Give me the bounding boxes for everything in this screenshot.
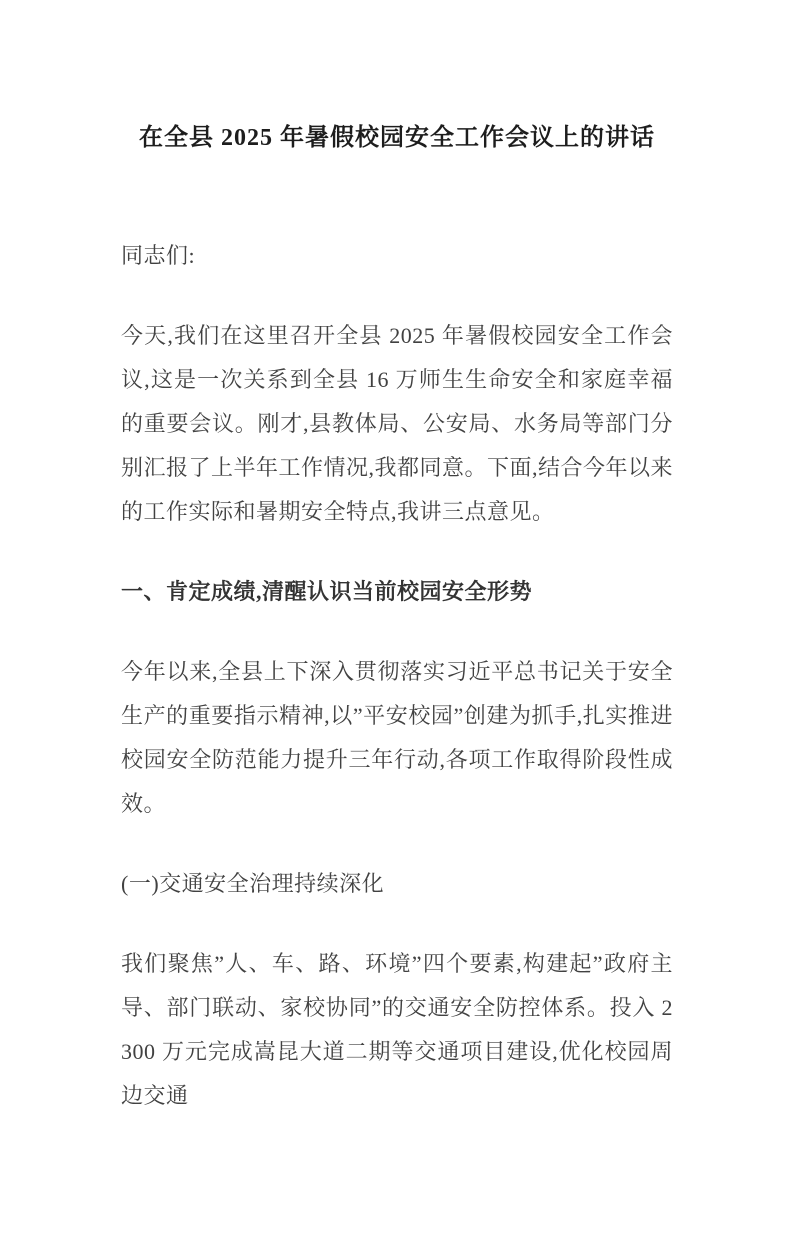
subsection-1-1-heading: (一)交通安全治理持续深化: [121, 871, 385, 896]
document-page: [0, 120, 793, 1242]
section-1-paragraph: 今年以来,全县上下深入贯彻落实习近平总书记关于安全生产的重要指示精神,以”平安校园”创建为抓手,扎实推进校园安全防范能力提升三年行动,各项工作取得阶段性成效。: [121, 659, 673, 816]
document-title: 在全县 2025 年暑假校园安全工作会议上的讲话: [139, 125, 655, 151]
section-1-heading: 一、肯定成绩,清醒认识当前校园安全形势: [121, 579, 533, 604]
intro-paragraph: 今天,我们在这里召开全县 2025 年暑假校园安全工作会议,这是一次关系到全县 16 万师生生命安全和家庭幸福的重要会议。刚才,县教体局、公安局、水务局等部门分别汇报了上半年工作情况,我都同意。下面,结合今年以来的工作实际和暑期安全特点,我讲三点意见。: [121, 323, 674, 524]
subsection-1-1-paragraph: 我们聚焦”人、车、路、环境”四个要素,构建起”政府主导、部门联动、家校协同”的交通安全防控体系。投入 2300 万元完成嵩昆大道二期等交通项目建设,优化校园周边交通: [121, 951, 673, 1108]
salutation: 同志们:: [121, 243, 196, 268]
